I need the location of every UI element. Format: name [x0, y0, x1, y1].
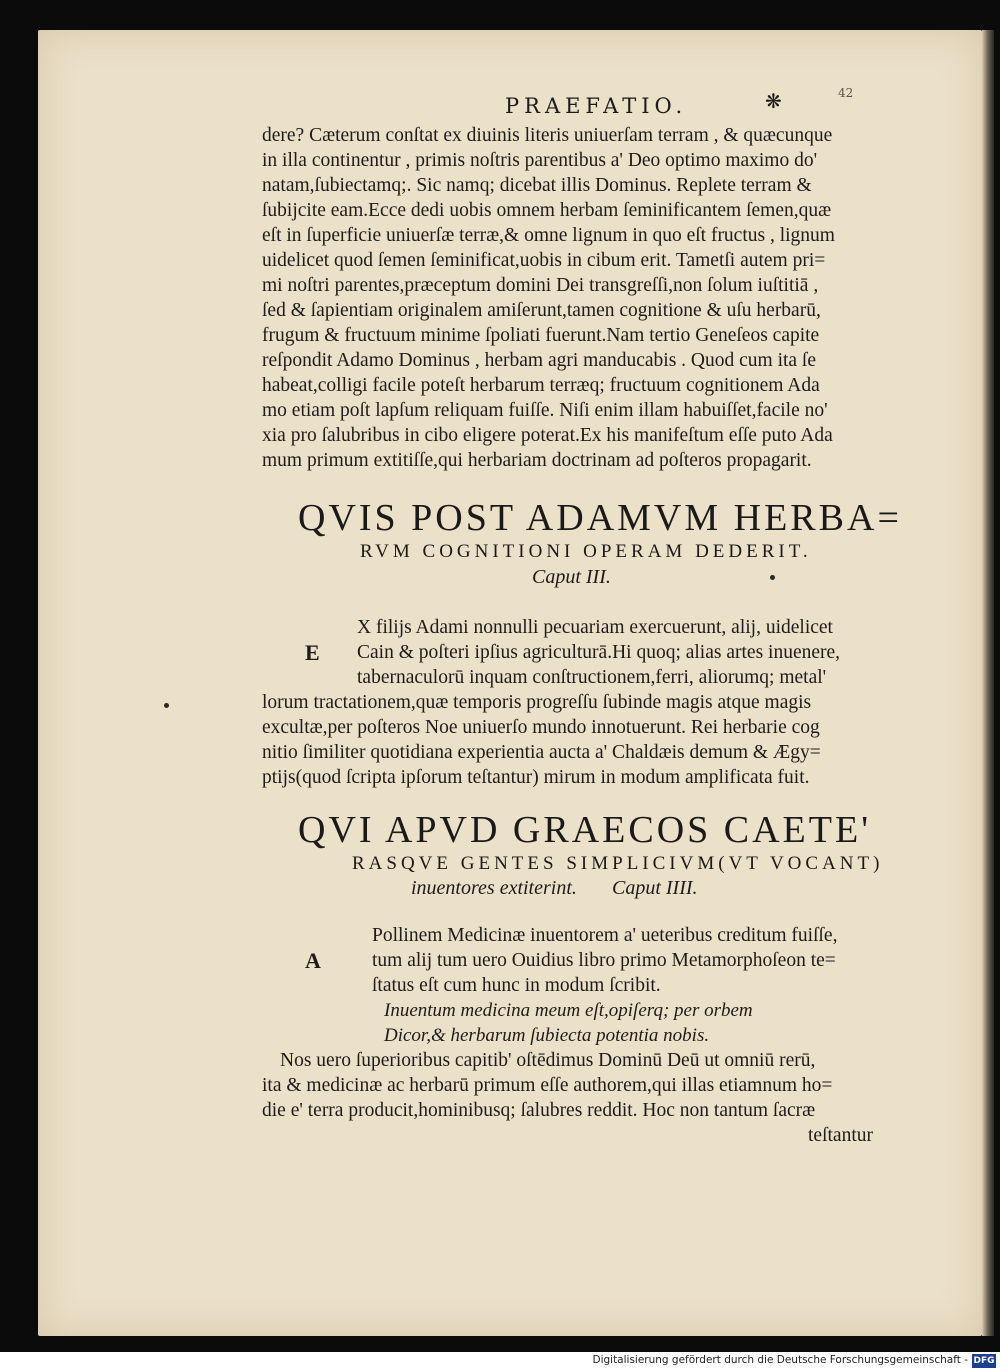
body-line: frugum & fructuum minime ſpoliati fuerunt.Nam tertio Geneſeos capite	[262, 325, 820, 346]
body-line: X filijs Adami nonnulli pecuariam exercuerunt, alij, uidelicet	[357, 617, 833, 638]
body-line: ita & medicinæ ac herbarū primum eſſe authorem,qui illas etiamnum ho=	[262, 1075, 833, 1096]
body-line: xia pro ſalubribus in cibo eligere poterat.Ex his manifeſtum eſſe puto Ada	[262, 425, 833, 446]
page-number: 42	[838, 86, 854, 100]
drop-cap: E	[305, 640, 320, 665]
verse-line: Dicor,& herbarum ſubiecta potentia nobis.	[384, 1025, 710, 1046]
body-line: tabernaculorū inquam conſtructionem,ferri, aliorumq; metal'	[357, 667, 827, 688]
footer-bar	[0, 1352, 1000, 1371]
body-line: mum primum extitiſſe,qui herbariam doctrinam ad poſteros propagarit.	[262, 450, 812, 471]
body-line: in illa continentur , primis noſtris parentibus a' Deo optimo maximo do'	[262, 150, 818, 171]
chapter-number: Caput III.	[532, 566, 611, 588]
body-line: mo etiam poſt lapſum reliquam fuiſſe. Niſi enim illam habuiſſet,facile no'	[262, 400, 828, 421]
chapter-heading: QVIS POST ADAMVM HERBA=	[298, 497, 902, 539]
ink-mark	[164, 703, 169, 708]
body-line: Nos uero ſuperioribus capitib' oſtēdimus Dominū Deū ut omniū rerū,	[280, 1050, 816, 1071]
chapter-number: Caput IIII.	[612, 877, 698, 899]
footer-text: Digitalisierung gefördert durch die Deutsche Forschungsgemeinschaft -	[592, 1354, 968, 1366]
chapter-subtitle: inuentores extiterint.	[411, 877, 577, 899]
body-line: lorum tractationem,quæ temporis progreſſu ſubinde magis atque magis	[262, 692, 812, 713]
body-line: ſtatus eſt cum hunc in modum ſcribit.	[372, 975, 661, 996]
body-line: excultæ,per poſteros Noe uniuerſo mundo innotuerunt. Rei herbarie cog	[262, 717, 820, 738]
body-line: eſt in ſuperficie uniuerſæ terræ,& omne lignum in quo eſt fructus , lignum	[262, 225, 835, 246]
body-line: habeat,colligi facile poteſt herbarum terræq; fructuum cognitionem Ada	[262, 375, 820, 396]
body-line: ptijs(quod ſcripta ipſorum teſtantur) mirum in modum amplificata fuit.	[262, 767, 810, 788]
body-line: Pollinem Medicinæ inuentorem a' ueteribus creditum fuiſſe,	[372, 925, 838, 946]
chapter-heading: QVI APVD GRAECOS CAETE'	[298, 809, 872, 851]
body-line: ſubijcite eam.Ecce dedi uobis omnem herbam ſeminificantem ſemen,quæ	[262, 200, 832, 221]
body-line: mi noſtri parentes,præceptum domini Dei transgreſſi,non ſolum iuſtitiā ,	[262, 275, 819, 296]
ink-mark	[770, 575, 775, 580]
chapter-heading-line2: RASQVE GENTES SIMPLICIVM(VT VOCANT)	[352, 853, 884, 874]
body-line: ſed & ſapientiam originalem amiſerunt,tamen cognitione & uſu herbarū,	[262, 300, 821, 321]
body-line: nitio ſimiliter quotidiana experientia aucta a' Chaldæis demum & Ægy=	[262, 742, 821, 763]
verse-line: Inuentum medicina meum eſt,opiſerq; per orbem	[384, 1000, 753, 1021]
body-line: reſpondit Adamo Dominus , herbam agri manducabis . Quod cum ita ſe	[262, 350, 817, 371]
dfg-logo-icon: DFG	[973, 1356, 995, 1366]
body-line: Cain & poſteri ipſius agriculturā.Hi quoq; alias artes inuenere,	[357, 642, 841, 663]
chapter-heading-line2: RVM COGNITIONI OPERAM DEDERIT.	[360, 541, 812, 562]
body-line: uidelicet quod ſemen ſeminificat,uobis in cibum erit. Tametſi autem pri=	[262, 250, 826, 271]
drop-cap: A	[305, 948, 321, 973]
body-line: tum alij tum uero Ouidius libro primo Metamorphoſeon te=	[372, 950, 836, 971]
catchword: teſtantur	[808, 1125, 873, 1146]
ornament-icon: ❋	[765, 89, 782, 113]
body-line: dere? Cæterum conſtat ex diuinis literis uniuerſam terram , & quæcunque	[262, 125, 833, 146]
body-line: natam,ſubiectamq;. Sic namq; dicebat illis Dominus. Replete terram &	[262, 175, 812, 196]
running-head: PRAEFATIO.	[505, 94, 688, 118]
body-line: die e' terra producit,hominibusq; ſalubres reddit. Hoc non tantum ſacræ	[262, 1100, 816, 1121]
